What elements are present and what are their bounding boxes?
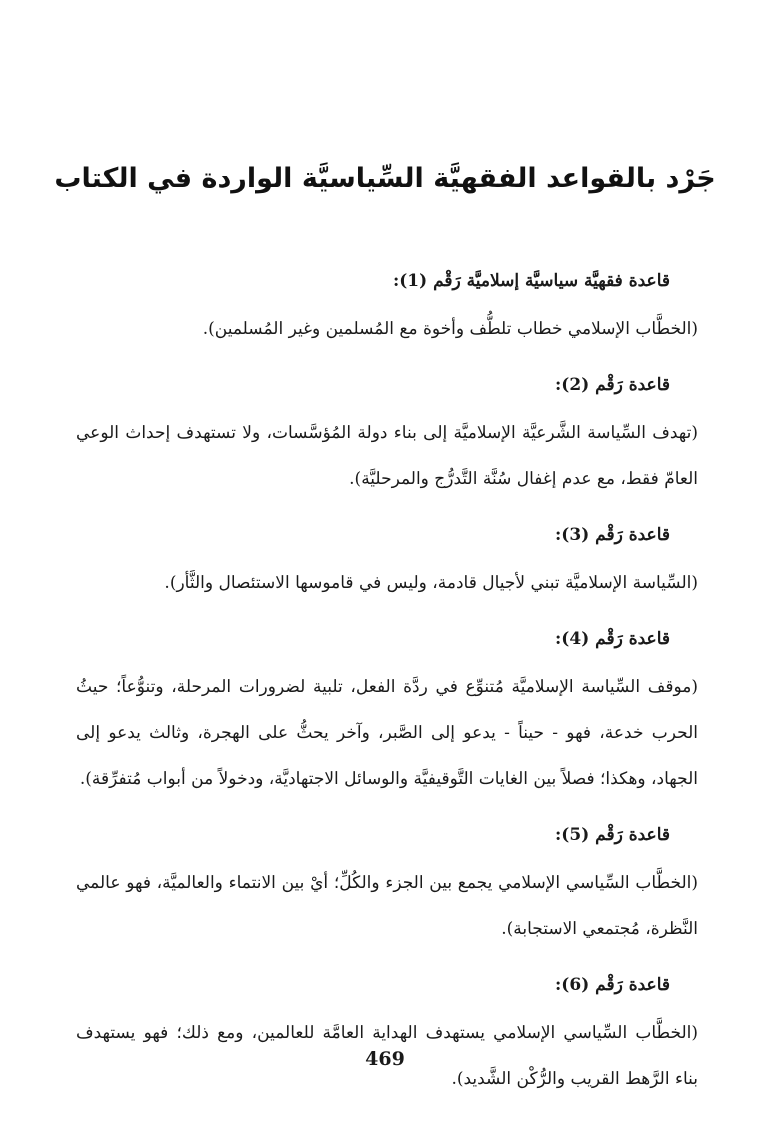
rule-heading-6: قاعدة رَقْم (6): — [555, 975, 670, 995]
rule-block-1 — [76, 268, 698, 352]
rule-text-4: (موقف السِّياسة الإسلاميَّة مُتنوِّع في ردَّة الفعل، تلبية لضرورات المرحلة، وتنوُّعاً؛ حيثُ الحرب خدعة، فهو - حيناً - يدعو إلى الصَّبر، وآخر يحثُّ على الهجرة، وثالث يدعو إلى الجهاد، وهكذا؛ فصلاً بين الغايات التَّوقيفيَّة والوسائل الاجتهاديَّة، ودخولاً من أبواب مُتفرِّقة). — [76, 677, 699, 789]
rule-heading-4: قاعدة رَقْم (4): — [555, 629, 670, 649]
rule-heading-5: قاعدة رَقْم (5): — [555, 825, 670, 845]
rule-text-1: (الخطَّاب الإسلامي خطاب تلطُّف وأخوة مع المُسلمين وغير المُسلمين). — [202, 319, 698, 339]
rule-block-5 — [76, 822, 698, 952]
rule-heading-2: قاعدة رَقْم (2): — [555, 375, 670, 395]
rules-list — [76, 268, 698, 1122]
rule-heading-1: قاعدة فقهيَّة سياسيَّة إسلاميَّة رَقْم (1): — [392, 271, 670, 291]
rule-heading-3: قاعدة رَقْم (3): — [555, 525, 670, 545]
page-title: جَرْد بالقواعد الفقهيَّة السِّياسيَّة الواردة في الكتاب — [54, 163, 716, 194]
rule-block-4 — [76, 626, 698, 802]
rule-block-6 — [76, 972, 698, 1102]
rule-text-5: (الخطَّاب السِّياسي الإسلامي يجمع بين الجزء والكُلِّ؛ أيْ بين الانتماء والعالميَّة، فهو عالمي النَّظرة، مُجتمعي الاستجابة). — [76, 873, 698, 939]
rule-block-3 — [76, 522, 698, 606]
rule-text-2: (تهدف السِّياسة الشَّرعيَّة الإسلاميَّة إلى بناء دولة المُؤسَّسات، ولا تستهدف إحداث الوعي العامّ فقط، مع عدم إغفال سُنَّة التَّدرُّج والمرحليَّة). — [76, 423, 698, 489]
rule-text-3: (السِّياسة الإسلاميَّة تبني لأجيال قادمة، وليس في قاموسها الاستئصال والثَّأر). — [164, 573, 698, 593]
page-number: 469 — [365, 1048, 405, 1070]
rule-block-2 — [76, 372, 698, 502]
rule-text-6: (الخطَّاب السِّياسي الإسلامي يستهدف الهداية العامَّة للعالمين، ومع ذلك؛ فهو يستهدف بناء الرَّهط القريب والرُّكْن الشَّديد). — [76, 1023, 698, 1089]
